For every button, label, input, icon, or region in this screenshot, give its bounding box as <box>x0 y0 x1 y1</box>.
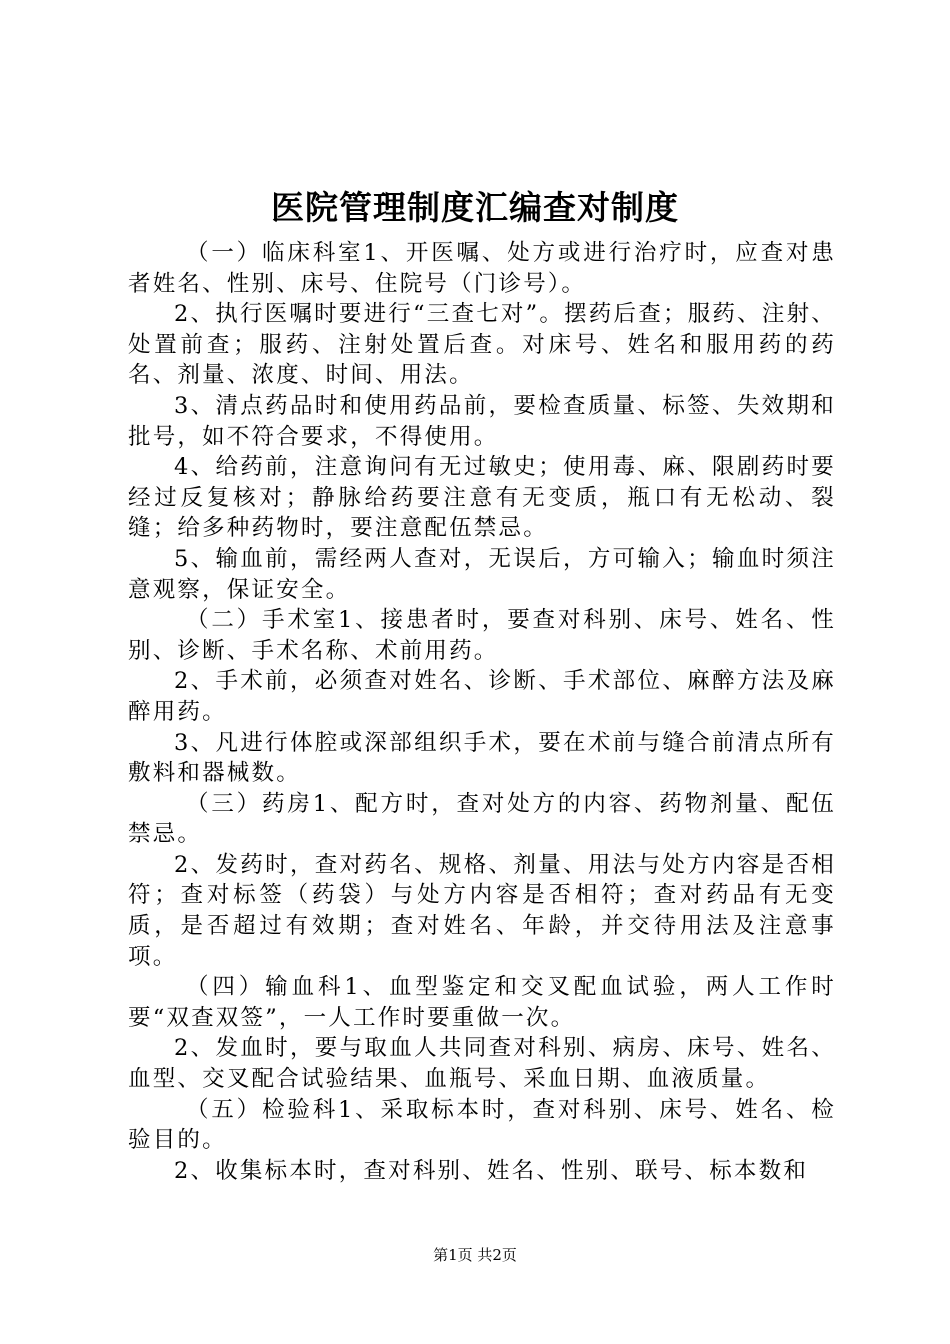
paragraph-item: 2、发药时，查对药名、规格、剂量、用法与处方内容是否相符；查对标签（药袋）与处方内容是否相符；查对药品有无变质，是否超过有效期；查对姓名、年龄，并交待用法及注意事项。 <box>128 851 836 970</box>
paragraph-item: 4、给药前，注意询问有无过敏史；使用毒、麻、限剧药时要经过反复核对；静脉给药要注意有无变质，瓶口有无松动、裂缝；给多种药物时，要注意配伍禁忌。 <box>128 454 836 542</box>
paragraph-section-2: （二）手术室1、接患者时，要查对科别、床号、姓名、性别、诊断、手术名称、术前用药。 <box>128 607 836 664</box>
paragraph-section-3: （三）药房1、配方时，查对处方的内容、药物剂量、配伍禁忌。 <box>128 790 836 848</box>
paragraph-section-5: （五）检验科1、采取标本时，查对科别、床号、姓名、检验目的。 <box>128 1096 836 1154</box>
paragraph-section-1: （一）临床科室1、开医嘱、处方或进行治疗时，应查对患者姓名、性别、床号、住院号（门诊号）。 <box>128 240 836 297</box>
paragraph-item: 5、输血前，需经两人查对，无误后，方可输入；输血时须注意观察，保证安全。 <box>128 545 836 603</box>
paragraph-item: 3、清点药品时和使用药品前，要检查质量、标签、失效期和批号，如不符合要求，不得使用。 <box>128 392 836 450</box>
document-body <box>128 238 836 1186</box>
paragraph-item: 3、凡进行体腔或深部组织手术，要在术前与缝合前清点所有敷料和器械数。 <box>128 729 836 787</box>
document-title: 医院管理制度汇编查对制度 <box>271 188 679 227</box>
page-footer: 第1页 共2页 <box>433 1246 517 1264</box>
paragraph-item: 2、执行医嘱时要进行“三查七对”。摆药后查；服药、注射、处置前查；服药、注射处置后查。对床号、姓名和服用药的药名、剂量、浓度、时间、用法。 <box>128 301 836 389</box>
paragraph-item: 2、收集标本时，查对科别、姓名、性别、联号、标本数和 <box>174 1157 809 1184</box>
paragraph-item: 2、手术前，必须查对姓名、诊断、手术部位、麻醉方法及麻醉用药。 <box>128 668 836 725</box>
paragraph-section-4: （四）输血科1、血型鉴定和交叉配血试验，两人工作时要“双查双签”，一人工作时要重做一次。 <box>128 974 836 1031</box>
paragraph-item: 2、发血时，要与取血人共同查对科别、病房、床号、姓名、血型、交叉配合试验结果、血瓶号、采血日期、血液质量。 <box>128 1035 836 1093</box>
